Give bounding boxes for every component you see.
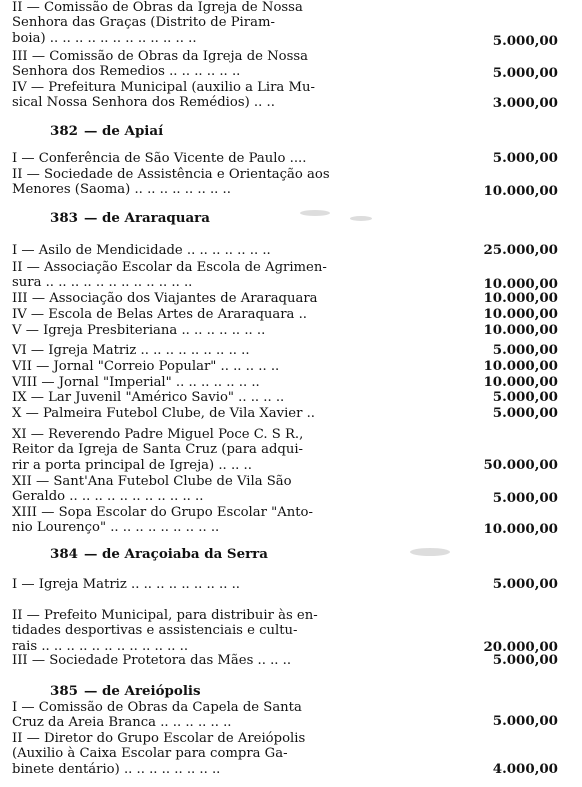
list-item: [12, 474, 568, 506]
list-item: [12, 505, 568, 537]
section-number: 384: [50, 546, 78, 562]
entry-text: IV — Escola de Belas Artes de Araraquara ..: [12, 307, 307, 322]
entry-amount: 5.000,00: [492, 65, 558, 81]
list-item: [12, 608, 568, 655]
entry-text: I — Asilo de Mendicidade .. .. .. .. .. .. ..: [12, 243, 271, 258]
entry-amount: 4.000,00: [492, 761, 558, 777]
entry-amount: 5.000,00: [492, 33, 558, 49]
list-item: [12, 167, 568, 199]
entry-text: VII — Jornal "Correio Popular" .. .. .. .. ..: [12, 359, 280, 374]
list-item: [12, 151, 568, 167]
entry-text: III — Comissão de Obras da Igreja de Nossa Senhora dos Remedios .. .. .. .. .. ..: [12, 49, 309, 80]
entry-text: VIII — Jornal "Imperial" .. .. .. .. .. .. ..: [12, 375, 260, 390]
entry-amount: 10.000,00: [483, 183, 558, 199]
entry-amount: 10.000,00: [483, 521, 558, 537]
section-heading: [50, 547, 268, 562]
entry-text: I — Igreja Matriz .. .. .. .. .. .. .. .. ..: [12, 577, 240, 592]
section-heading: [50, 684, 201, 699]
entry-amount: 10.000,00: [483, 322, 558, 338]
entry-amount: 25.000,00: [483, 242, 558, 258]
entry-text: II — Diretor do Grupo Escolar de Areiópolis (Auxilio à Caixa Escolar para compra Ga- binete dentário) .. .. .. .. .. .. .. ..: [12, 731, 306, 777]
entry-amount: 10.000,00: [483, 358, 558, 374]
section-heading: [50, 124, 163, 139]
entry-amount: 5.000,00: [492, 405, 558, 421]
entry-text: I — Conferência de São Vicente de Paulo ....: [12, 151, 307, 166]
entry-amount: 5.000,00: [492, 652, 558, 668]
list-item: [12, 653, 568, 669]
entry-amount: 5.000,00: [492, 713, 558, 729]
entry-text: II — Associação Escolar da Escola de Agrimen- sura .. .. .. .. .. .. .. .. .. .. .. ..: [12, 260, 327, 291]
list-item: [12, 390, 568, 406]
list-item: [12, 427, 568, 474]
list-item: [12, 577, 568, 593]
entry-text: XIII — Sopa Escolar do Grupo Escolar "Anto- nio Lourenço" .. .. .. .. .. .. .. .. ..: [12, 505, 313, 536]
section-heading: [50, 211, 210, 226]
list-item: [12, 260, 568, 292]
section-title: — de Apiaí: [83, 123, 164, 139]
list-item: [12, 731, 568, 778]
entry-amount: 10.000,00: [483, 276, 558, 292]
entry-amount: 20.000,00: [483, 639, 558, 655]
print-speck: [350, 216, 372, 221]
entry-amount: 5.000,00: [492, 342, 558, 358]
entry-amount: 5.000,00: [492, 576, 558, 592]
entry-text: V — Igreja Presbiteriana .. .. .. .. .. .. ..: [12, 323, 266, 338]
list-item: [12, 307, 568, 323]
entry-amount: 10.000,00: [483, 374, 558, 390]
entry-amount: 10.000,00: [483, 290, 558, 306]
entry-text: II — Prefeito Municipal, para distribuir às en- tidades desportivas e assistenciais e cultu- rais .. .. .. .. .. .. .. .. .. .. .. ..: [12, 608, 318, 654]
list-item: [12, 291, 568, 307]
list-item: [12, 343, 568, 359]
entry-text: III — Sociedade Protetora das Mães .. .. ..: [12, 653, 292, 668]
entry-text: XI — Reverendo Padre Miguel Poce C. S R., Reitor da Igreja de Santa Cruz (para adqui- rir a porta principal de Igreja) .. .. ..: [12, 427, 304, 473]
list-item: [12, 49, 568, 81]
section-number: 383: [50, 210, 78, 226]
entry-text: III — Associação dos Viajantes de Araraquara: [12, 291, 318, 306]
print-speck: [410, 548, 450, 556]
entry-text: IX — Lar Juvenil "Américo Savio" .. .. .. ..: [12, 390, 285, 405]
entry-text: II — Comissão de Obras da Igreja de Nossa Senhora das Graças (Distrito de Piram- boia) .. .. .. .. .. .. .. .. .. .. .. ..: [12, 0, 303, 46]
list-item: [12, 700, 568, 732]
list-item: [12, 406, 568, 422]
entry-amount: 5.000,00: [492, 490, 558, 506]
entry-amount: 5.000,00: [492, 389, 558, 405]
list-item: [12, 243, 568, 259]
entry-text: IV — Prefeitura Municipal (auxilio a Lira Mu- sical Nossa Senhora dos Remédios) .. ..: [12, 80, 315, 111]
entry-text: I — Comissão de Obras da Capela de Santa Cruz da Areia Branca .. .. .. .. .. ..: [12, 700, 302, 731]
list-item: [12, 323, 568, 339]
list-item: [12, 80, 568, 112]
entry-amount: 50.000,00: [483, 457, 558, 473]
entry-text: VI — Igreja Matriz .. .. .. .. .. .. .. .. ..: [12, 343, 250, 358]
entry-text: XII — Sant'Ana Futebol Clube de Vila São Geraldo .. .. .. .. .. .. .. .. .. .. ..: [12, 474, 292, 505]
section-title: — de Araçoiaba da Serra: [83, 546, 268, 562]
list-item: [12, 0, 568, 49]
print-speck: [300, 210, 330, 216]
section-title: — de Areiópolis: [83, 683, 201, 699]
list-item: [12, 359, 568, 375]
entry-text: II — Sociedade de Assistência e Orientação aos Menores (Saoma) .. .. .. .. .. .. .. ..: [12, 167, 330, 198]
list-item: [12, 375, 568, 391]
section-title: — de Araraquara: [83, 210, 210, 226]
entry-amount: 3.000,00: [492, 95, 558, 111]
section-number: 382: [50, 123, 78, 139]
entry-text: X — Palmeira Futebol Clube, de Vila Xavier ..: [12, 406, 315, 421]
section-number: 385: [50, 683, 78, 699]
entry-amount: 10.000,00: [483, 306, 558, 322]
entry-amount: 5.000,00: [492, 150, 558, 166]
